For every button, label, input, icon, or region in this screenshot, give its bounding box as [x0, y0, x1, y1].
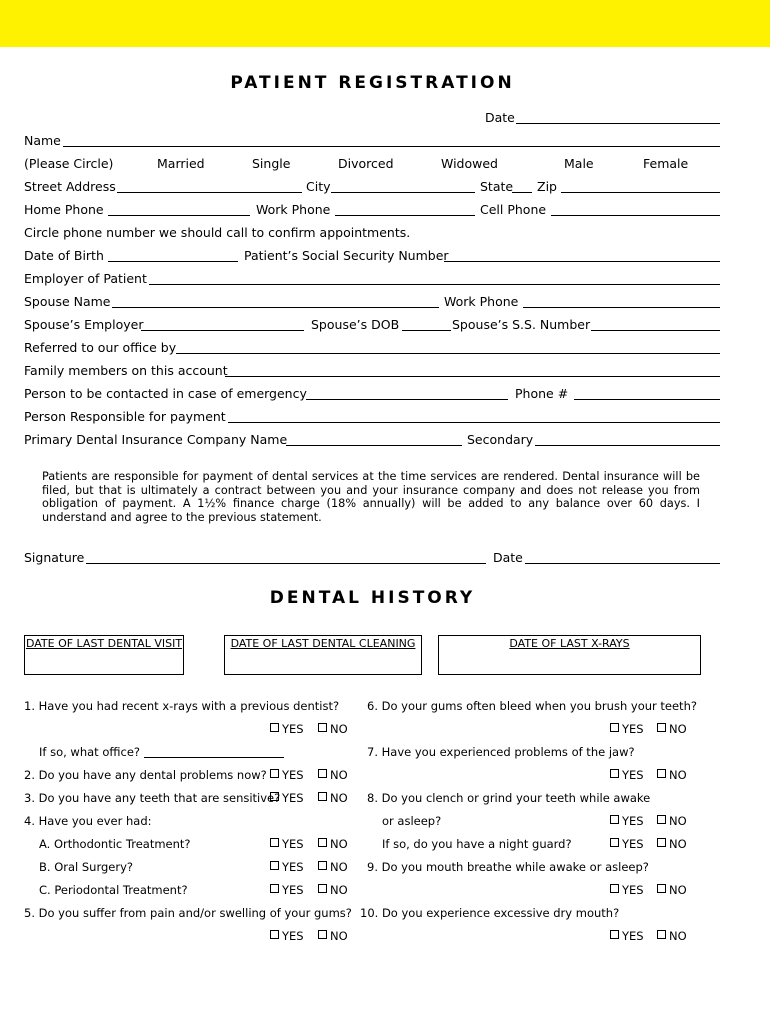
work-phone-field[interactable] [335, 215, 475, 216]
family-field[interactable] [225, 376, 720, 377]
checkbox-icon [318, 723, 327, 732]
checkbox-icon [657, 815, 666, 824]
q8c-yes[interactable]: YES [610, 837, 644, 851]
name-field[interactable] [63, 146, 720, 147]
question-9: 9. Do you mouth breathe while awake or asleep? [367, 860, 649, 874]
spouse-dob-label: Spouse’s DOB [311, 317, 400, 332]
question-4: 4. Have you ever had: [24, 814, 152, 828]
referred-label: Referred to our office by [24, 340, 177, 355]
question-1: 1. Have you had recent x-rays with a previous dentist? [24, 699, 340, 713]
q8-yes[interactable]: YES [610, 814, 644, 828]
widowed-option[interactable]: Widowed [441, 156, 498, 171]
last-xrays-label: DATE OF LAST X-RAYS [509, 637, 630, 650]
referred-field[interactable] [176, 353, 720, 354]
ssn-field[interactable] [444, 261, 720, 262]
last-cleaning-label: DATE OF LAST DENTAL CLEANING [230, 637, 416, 650]
employer-field[interactable] [149, 284, 720, 285]
checkbox-icon [657, 769, 666, 778]
dob-field[interactable] [108, 261, 238, 262]
spouse-name-label: Spouse Name [24, 294, 111, 309]
responsible-label: Person Responsible for payment [24, 409, 226, 424]
question-4c: C. Periodontal Treatment? [39, 883, 188, 897]
checkbox-icon [318, 861, 327, 870]
family-label: Family members on this account [24, 363, 228, 378]
last-visit-box[interactable] [24, 635, 184, 675]
q1-no[interactable]: NO [318, 722, 348, 736]
q3-no[interactable]: NO [318, 791, 348, 805]
signature-date-label: Date [493, 550, 523, 565]
question-1-office: If so, what office? [39, 745, 140, 759]
emergency-contact-label: Person to be contacted in case of emergency [24, 386, 307, 401]
home-phone-label: Home Phone [24, 202, 104, 217]
checkbox-icon [610, 838, 619, 847]
q4c-yes[interactable]: YES [270, 883, 304, 897]
last-cleaning-box[interactable] [224, 635, 422, 675]
checkbox-icon [610, 884, 619, 893]
checkbox-icon [318, 930, 327, 939]
q3-yes[interactable]: YES [270, 791, 304, 805]
name-label: Name [24, 133, 61, 148]
please-circle-label: (Please Circle) [24, 156, 114, 171]
emergency-phone-field[interactable] [574, 399, 720, 400]
q4a-no[interactable]: NO [318, 837, 348, 851]
q8-no[interactable]: NO [657, 814, 687, 828]
question-5: 5. Do you suffer from pain and/or swelling of your gums? [24, 906, 352, 920]
street-address-field[interactable] [117, 192, 302, 193]
date-field[interactable] [516, 123, 720, 124]
married-option[interactable]: Married [157, 156, 205, 171]
circle-phone-instruction: Circle phone number we should call to confirm appointments. [24, 225, 411, 240]
question-3: 3. Do you have any teeth that are sensitive? [24, 791, 281, 805]
zip-label: Zip [537, 179, 557, 194]
spouse-work-phone-field[interactable] [523, 307, 720, 308]
question-2: 2. Do you have any dental problems now? [24, 768, 267, 782]
checkbox-icon [610, 930, 619, 939]
q5-yes[interactable]: YES [270, 929, 304, 943]
responsible-field[interactable] [228, 422, 720, 423]
spouse-employer-label: Spouse’s Employer [24, 317, 144, 332]
checkbox-icon [610, 723, 619, 732]
checkbox-icon [270, 930, 279, 939]
q1-office-field[interactable] [144, 757, 284, 758]
checkbox-icon [270, 769, 279, 778]
spouse-employer-field[interactable] [141, 330, 304, 331]
secondary-insurance-field[interactable] [535, 445, 720, 446]
cell-phone-label: Cell Phone [480, 202, 547, 217]
street-address-label: Street Address [24, 179, 116, 194]
checkbox-icon [318, 838, 327, 847]
checkbox-icon [610, 815, 619, 824]
signature-date-field[interactable] [525, 563, 720, 564]
single-option[interactable]: Single [252, 156, 291, 171]
insurance-label: Primary Dental Insurance Company Name [24, 432, 288, 447]
last-visit-label: DATE OF LAST DENTAL VISIT [25, 637, 183, 650]
secondary-insurance-label: Secondary [467, 432, 534, 447]
emergency-phone-label: Phone # [515, 386, 569, 401]
checkbox-icon [318, 792, 327, 801]
q7-yes[interactable]: YES [610, 768, 644, 782]
q6-yes[interactable]: YES [610, 722, 644, 736]
checkbox-icon [657, 884, 666, 893]
checkbox-icon [318, 884, 327, 893]
spouse-ssn-field[interactable] [591, 330, 720, 331]
question-7: 7. Have you experienced problems of the jaw? [367, 745, 635, 759]
q9-yes[interactable]: YES [610, 883, 644, 897]
spouse-work-phone-label: Work Phone [444, 294, 519, 309]
city-field[interactable] [331, 192, 475, 193]
q10-no[interactable]: NO [657, 929, 687, 943]
q10-yes[interactable]: YES [610, 929, 644, 943]
checkbox-icon [657, 838, 666, 847]
q1-yes[interactable]: YES [270, 722, 304, 736]
q4b-no[interactable]: NO [318, 860, 348, 874]
q2-yes[interactable]: YES [270, 768, 304, 782]
state-label: State [480, 179, 514, 194]
signature-field[interactable] [86, 563, 486, 564]
question-8: 8. Do you clench or grind your teeth while awake [367, 791, 651, 805]
cell-phone-field[interactable] [551, 215, 720, 216]
q6-no[interactable]: NO [657, 722, 687, 736]
home-phone-field[interactable] [108, 215, 250, 216]
payment-statement: Patients are responsible for payment of dental services at the time services are rendered. Dental insurance will be filed, but that is ultimately a contract between you and your insurance company and does not release you from obligation of payment. A 1½% finance charge (18% annually) will be added to any balance over 60 days. I understand and agree to the previous statement. [42, 470, 700, 524]
dental-history-title: DENTAL HISTORY [269, 588, 476, 608]
question-10: 10. Do you experience excessive dry mouth? [360, 906, 620, 920]
dob-label: Date of Birth [24, 248, 104, 263]
work-phone-label: Work Phone [256, 202, 331, 217]
spouse-dob-field[interactable] [402, 330, 451, 331]
checkbox-icon [270, 838, 279, 847]
checkbox-icon [610, 769, 619, 778]
spouse-ssn-label: Spouse’s S.S. Number [452, 317, 591, 332]
question-8-cont: or asleep? [382, 814, 442, 828]
checkbox-icon [318, 769, 327, 778]
q4b-yes[interactable]: YES [270, 860, 304, 874]
city-label: City [306, 179, 331, 194]
q8c-no[interactable]: NO [657, 837, 687, 851]
female-option[interactable]: Female [643, 156, 689, 171]
date-label: Date [485, 110, 515, 125]
signature-label: Signature [24, 550, 85, 565]
question-6: 6. Do your gums often bleed when you brush your teeth? [367, 699, 697, 713]
employer-label: Employer of Patient [24, 271, 147, 286]
q5-no[interactable]: NO [318, 929, 348, 943]
checkbox-icon [270, 861, 279, 870]
question-4b: B. Oral Surgery? [39, 860, 134, 874]
yellow-header-bar [0, 0, 770, 47]
last-xrays-box[interactable] [438, 635, 701, 675]
checkbox-icon [270, 884, 279, 893]
q9-no[interactable]: NO [657, 883, 687, 897]
zip-field[interactable] [561, 192, 720, 193]
question-8-night-guard: If so, do you have a night guard? [382, 837, 572, 851]
insurance-field[interactable] [286, 445, 462, 446]
question-4a: A. Orthodontic Treatment? [39, 837, 191, 851]
spouse-name-field[interactable] [112, 307, 439, 308]
checkbox-icon [270, 723, 279, 732]
divorced-option[interactable]: Divorced [338, 156, 394, 171]
state-field[interactable] [512, 192, 532, 193]
page-title: PATIENT REGISTRATION [230, 73, 515, 93]
q4c-no[interactable]: NO [318, 883, 348, 897]
q7-no[interactable]: NO [657, 768, 687, 782]
checkbox-icon [657, 930, 666, 939]
male-option[interactable]: Male [564, 156, 594, 171]
checkbox-icon [657, 723, 666, 732]
q4a-yes[interactable]: YES [270, 837, 304, 851]
ssn-label: Patient’s Social Security Number [244, 248, 449, 263]
q2-no[interactable]: NO [318, 768, 348, 782]
checkbox-icon [270, 792, 279, 801]
emergency-contact-field[interactable] [306, 399, 508, 400]
